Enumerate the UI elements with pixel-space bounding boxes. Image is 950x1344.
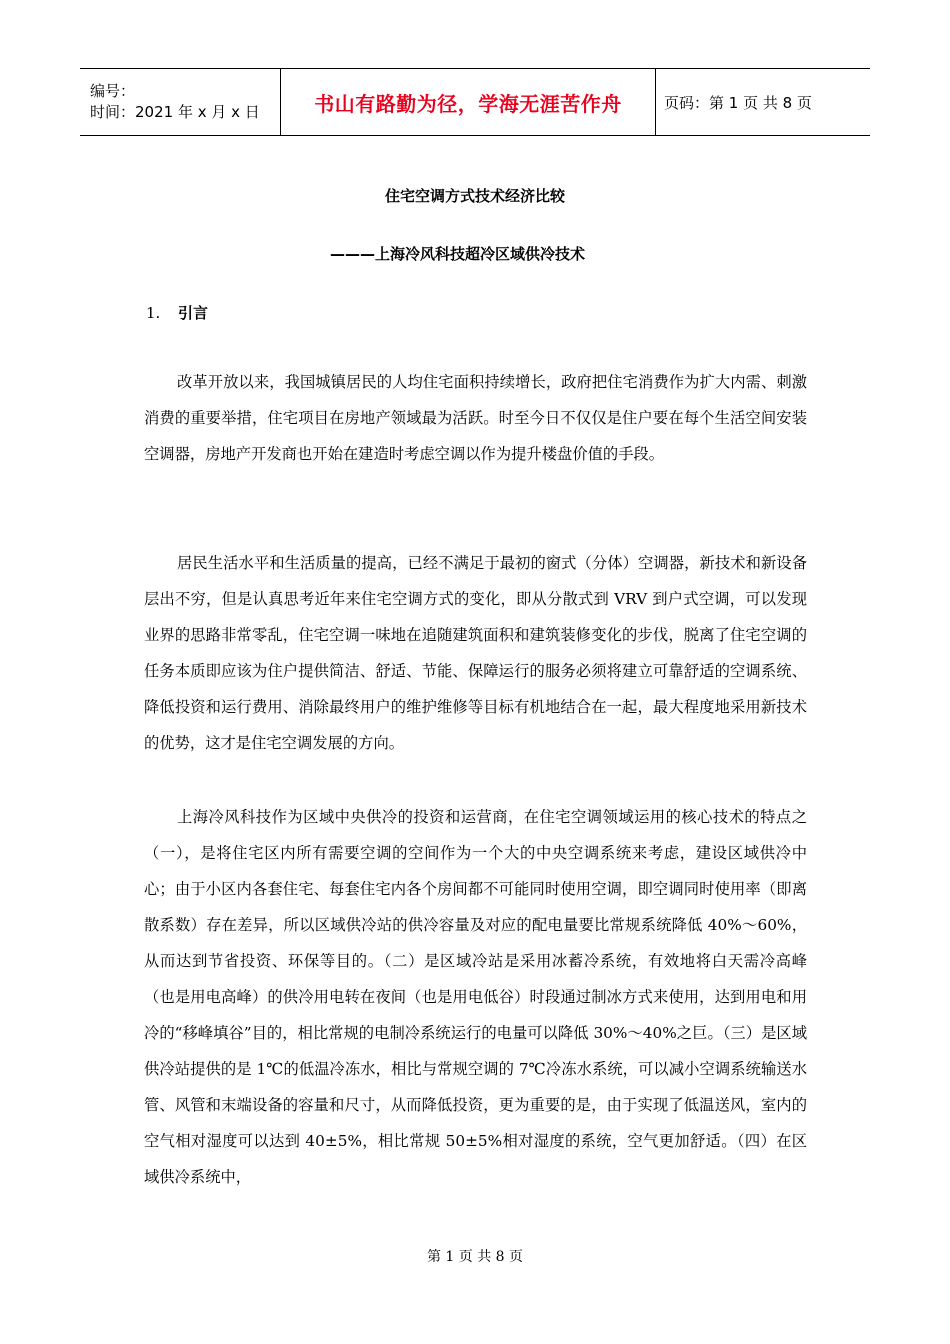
document-time-label: 时间：2021 年 x 月 x 日: [90, 103, 260, 121]
header-page-cell: [656, 69, 870, 135]
document-subtitle: ———上海冷风科技超冷区域供冷技术: [330, 245, 586, 263]
header-motto-cell: [281, 69, 656, 135]
header-motto: 书山有路勤为径，学海无涯苦作舟: [314, 91, 622, 116]
header-page-label: 页码：第 1 页 共 8 页: [664, 93, 812, 112]
page-footer: 第 1 页 共 8 页: [426, 1249, 524, 1265]
document-number-label: 编号：: [90, 82, 136, 100]
document-title: 住宅空调方式技术经济比较: [384, 187, 565, 205]
paragraph: 改革开放以来，我国城镇居民的人均住宅面积持续增长，政府把住宅消费作为扩大内需、刺激消费的重要举措，住宅项目在房地产领域最为活跃。时至今日不仅仅是住户要在每个生活空间安装空调器，房地产开发商也开始在建造时考虑空调以作为提升楼盘价值的手段。: [144, 373, 807, 463]
document-header: [80, 68, 870, 136]
paragraph: 居民生活水平和生活质量的提高，已经不满足于最初的窗式（分体）空调器，新技术和新设备层出不穷，但是认真思考近年来住宅空调方式的变化，即从分散式到 VRV 到户式空调，可以发现业界的思路非常零乱，住宅空调一味地在追随建筑面积和建筑装修变化的步伐，脱离了住宅空调的任务本质即应该为住户提供简洁、舒适、节能、保障运行的服务必须将建立可靠舒适的空调系统、降低投资和运行费用、消除最终用户的维护维修等目标有机地结合在一起，最大程度地采用新技术的优势，这才是住宅空调发展的方向。: [144, 554, 807, 752]
section-title: 引言: [178, 304, 209, 322]
paragraph: 上海冷风科技作为区域中央供冷的投资和运营商，在住宅空调领域运用的核心技术的特点之（一），是将住宅区内所有需要空调的空间作为一个大的中央空调系统来考虑，建设区域供冷中心；由于小区内各套住宅、每套住宅内各个房间都不可能同时使用空调，即空调同时使用率（即离散系数）存在差异，所以区域供冷站的供冷容量及对应的配电量要比常规系统降低 40%～60%，从而达到节省投资、环保等目的。（二）是区域冷站是采用冰蓄冷系统，有效地将白天需冷高峰（也是用电高峰）的供冷用电转在夜间（也是用电低谷）时段通过制冰方式来使用，达到用电和用冷的“移峰填谷”目的，相比常规的电制冷系统运行的电量可以降低 30%～40%之巨。（三）是区域供冷站提供的是 1℃的低温冷冻水，相比与常规空调的 7℃冷冻水系统，可以减小空调系统输送水管、风管和末端设备的容量和尺寸，从而降低投资，更为重要的是，由于实现了低温送风，室内的空气相对湿度可以达到 40±5%，相比常规 50±5%相对湿度的系统，空气更加舒适。（四）在区域供冷系统中，: [144, 808, 807, 1186]
section-number: 1.: [146, 304, 161, 322]
section-heading: [146, 302, 208, 323]
header-meta: [80, 69, 281, 135]
